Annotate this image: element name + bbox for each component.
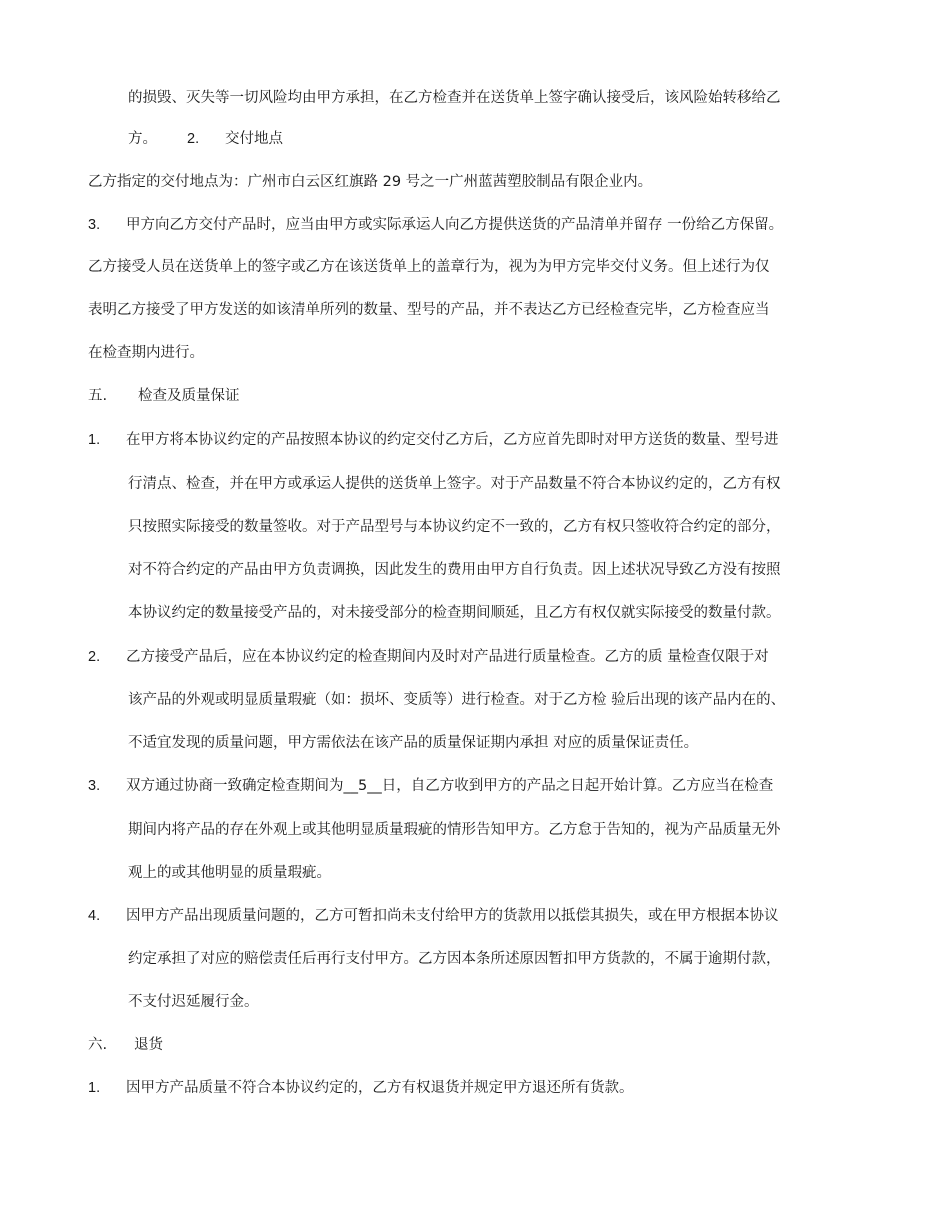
section5-item4-line (128, 992, 259, 1012)
section-number: 六. (88, 1037, 108, 1053)
item-3-line-4 (88, 343, 204, 363)
section5-item2-line (88, 647, 769, 667)
text: 方。 (128, 131, 157, 147)
text: 该产品的外观或明显质量瑕疵（如：损坏、变质等）进行检查。对于乙方检 验后出现的该产品内在的、 (128, 692, 786, 708)
section-heading (88, 386, 240, 406)
text: 日，自乙方收到甲方的产品之日起开始计算。乙方应当在检查 (381, 778, 774, 794)
text: 乙方接受人员在送货单上的签字或乙方在该送货单上的盖章行为，视为为甲方完毕交付义务。但上述行为仅 (88, 259, 770, 275)
paragraph-line (128, 129, 283, 149)
text: 本协议约定的数量接受产品的，对未接受部分的检查期间顺延，且乙方有权仅就实际接受的数量付款。 (128, 605, 781, 621)
text: 在检查期内进行。 (88, 345, 204, 361)
section5-item2-line (128, 733, 698, 753)
section5-item4-line (128, 949, 781, 969)
item-title: 交付地点 (225, 131, 283, 147)
section-number: 五. (88, 388, 108, 404)
item-number: 3. (88, 778, 101, 794)
section-title: 检查及质量保证 (138, 388, 240, 404)
text: 因甲方产品质量不符合本协议约定的，乙方有权退货并规定甲方退还所有货款。 (126, 1080, 634, 1096)
item-number: 3. (88, 217, 101, 233)
section5-item1-line (128, 474, 781, 494)
item-number: 1. (88, 1080, 101, 1096)
text: 只按照实际接受的数量签收。对于产品型号与本协议约定不一致的，乙方有权只签收符合约定的部分， (128, 519, 781, 535)
section5-item4-line (88, 906, 779, 926)
section5-item3-line (88, 776, 773, 796)
text: 期间内将产品的存在外观上或其他明显质量瑕疵的情形告知甲方。乙方怠于告知的，视为产品质量无外 (128, 822, 781, 838)
section5-item1-line (128, 603, 781, 623)
item-number: 4. (88, 908, 101, 924)
item-number: 2. (187, 131, 200, 147)
text: 不支付迟延履行金。 (128, 994, 259, 1010)
text: 的损毁、灭失等一切风险均由甲方承担，在乙方检查并在送货单上签字确认接受后，该风险始转移给乙 (128, 90, 781, 106)
text: 在甲方将本协议约定的产品按照本协议的约定交付乙方后，乙方应首先即时对甲方送货的数量、型号进 (126, 432, 779, 448)
section5-item2-line (128, 690, 785, 710)
item-3-line-2 (88, 257, 770, 277)
text: 行清点、检查，并在甲方或承运人提供的送货单上签字。对于产品数量不符合本协议约定的，乙方有权 (128, 476, 781, 492)
text: 乙方接受产品后，应在本协议约定的检查期间内及时对产品进行质量检查。乙方的质 量检查仅限于对 (126, 649, 769, 665)
section5-item1-line (88, 430, 779, 450)
text: 不适宜发现的质量问题，甲方需依法在该产品的质量保证期内承担 对应的质量保证责任。 (128, 735, 699, 751)
section5-item3-line (128, 863, 331, 883)
section-heading (88, 1035, 163, 1055)
text: 双方通过协商一致确定检查期间为 (126, 778, 344, 794)
text: 观上的或其他明显的质量瑕疵。 (128, 865, 331, 881)
text: 表明乙方接受了甲方发送的如该清单所列的数量、型号的产品，并不表达乙方已经检查完毕，乙方检查应当 (88, 302, 770, 318)
section5-item1-line (128, 560, 781, 580)
text: 因甲方产品出现质量问题的，乙方可暂扣尚未支付给甲方的货款用以抵偿其损失，或在甲方根据本协议 (126, 908, 779, 924)
text: 甲方向乙方交付产品时，应当由甲方或实际承运人向乙方提供送货的产品清单并留存 一份给乙方保留。 (126, 217, 784, 233)
section-title: 退货 (134, 1037, 163, 1053)
section5-item1-line (128, 517, 781, 537)
inspection-days: __5__ (343, 778, 382, 794)
item-number: 1. (88, 432, 101, 448)
delivery-address (88, 172, 652, 192)
text: 乙方指定的交付地点为：广州市白云区红旗路 29 号之一广州蓝茜塑胶制品有限企业内。 (88, 174, 653, 190)
paragraph-line (128, 88, 781, 108)
item-3-line-3 (88, 300, 770, 320)
section6-item1-line (88, 1078, 634, 1098)
section5-item3-line (128, 820, 781, 840)
text: 约定承担了对应的赔偿责任后再行支付甲方。乙方因本条所述原因暂扣甲方货款的，不属于逾期付款， (128, 951, 781, 967)
item-number: 2. (88, 649, 101, 665)
item-3-line-1 (88, 215, 783, 235)
text: 对不符合约定的产品由甲方负责调换，因此发生的费用由甲方自行负责。因上述状况导致乙方没有按照 (128, 562, 781, 578)
